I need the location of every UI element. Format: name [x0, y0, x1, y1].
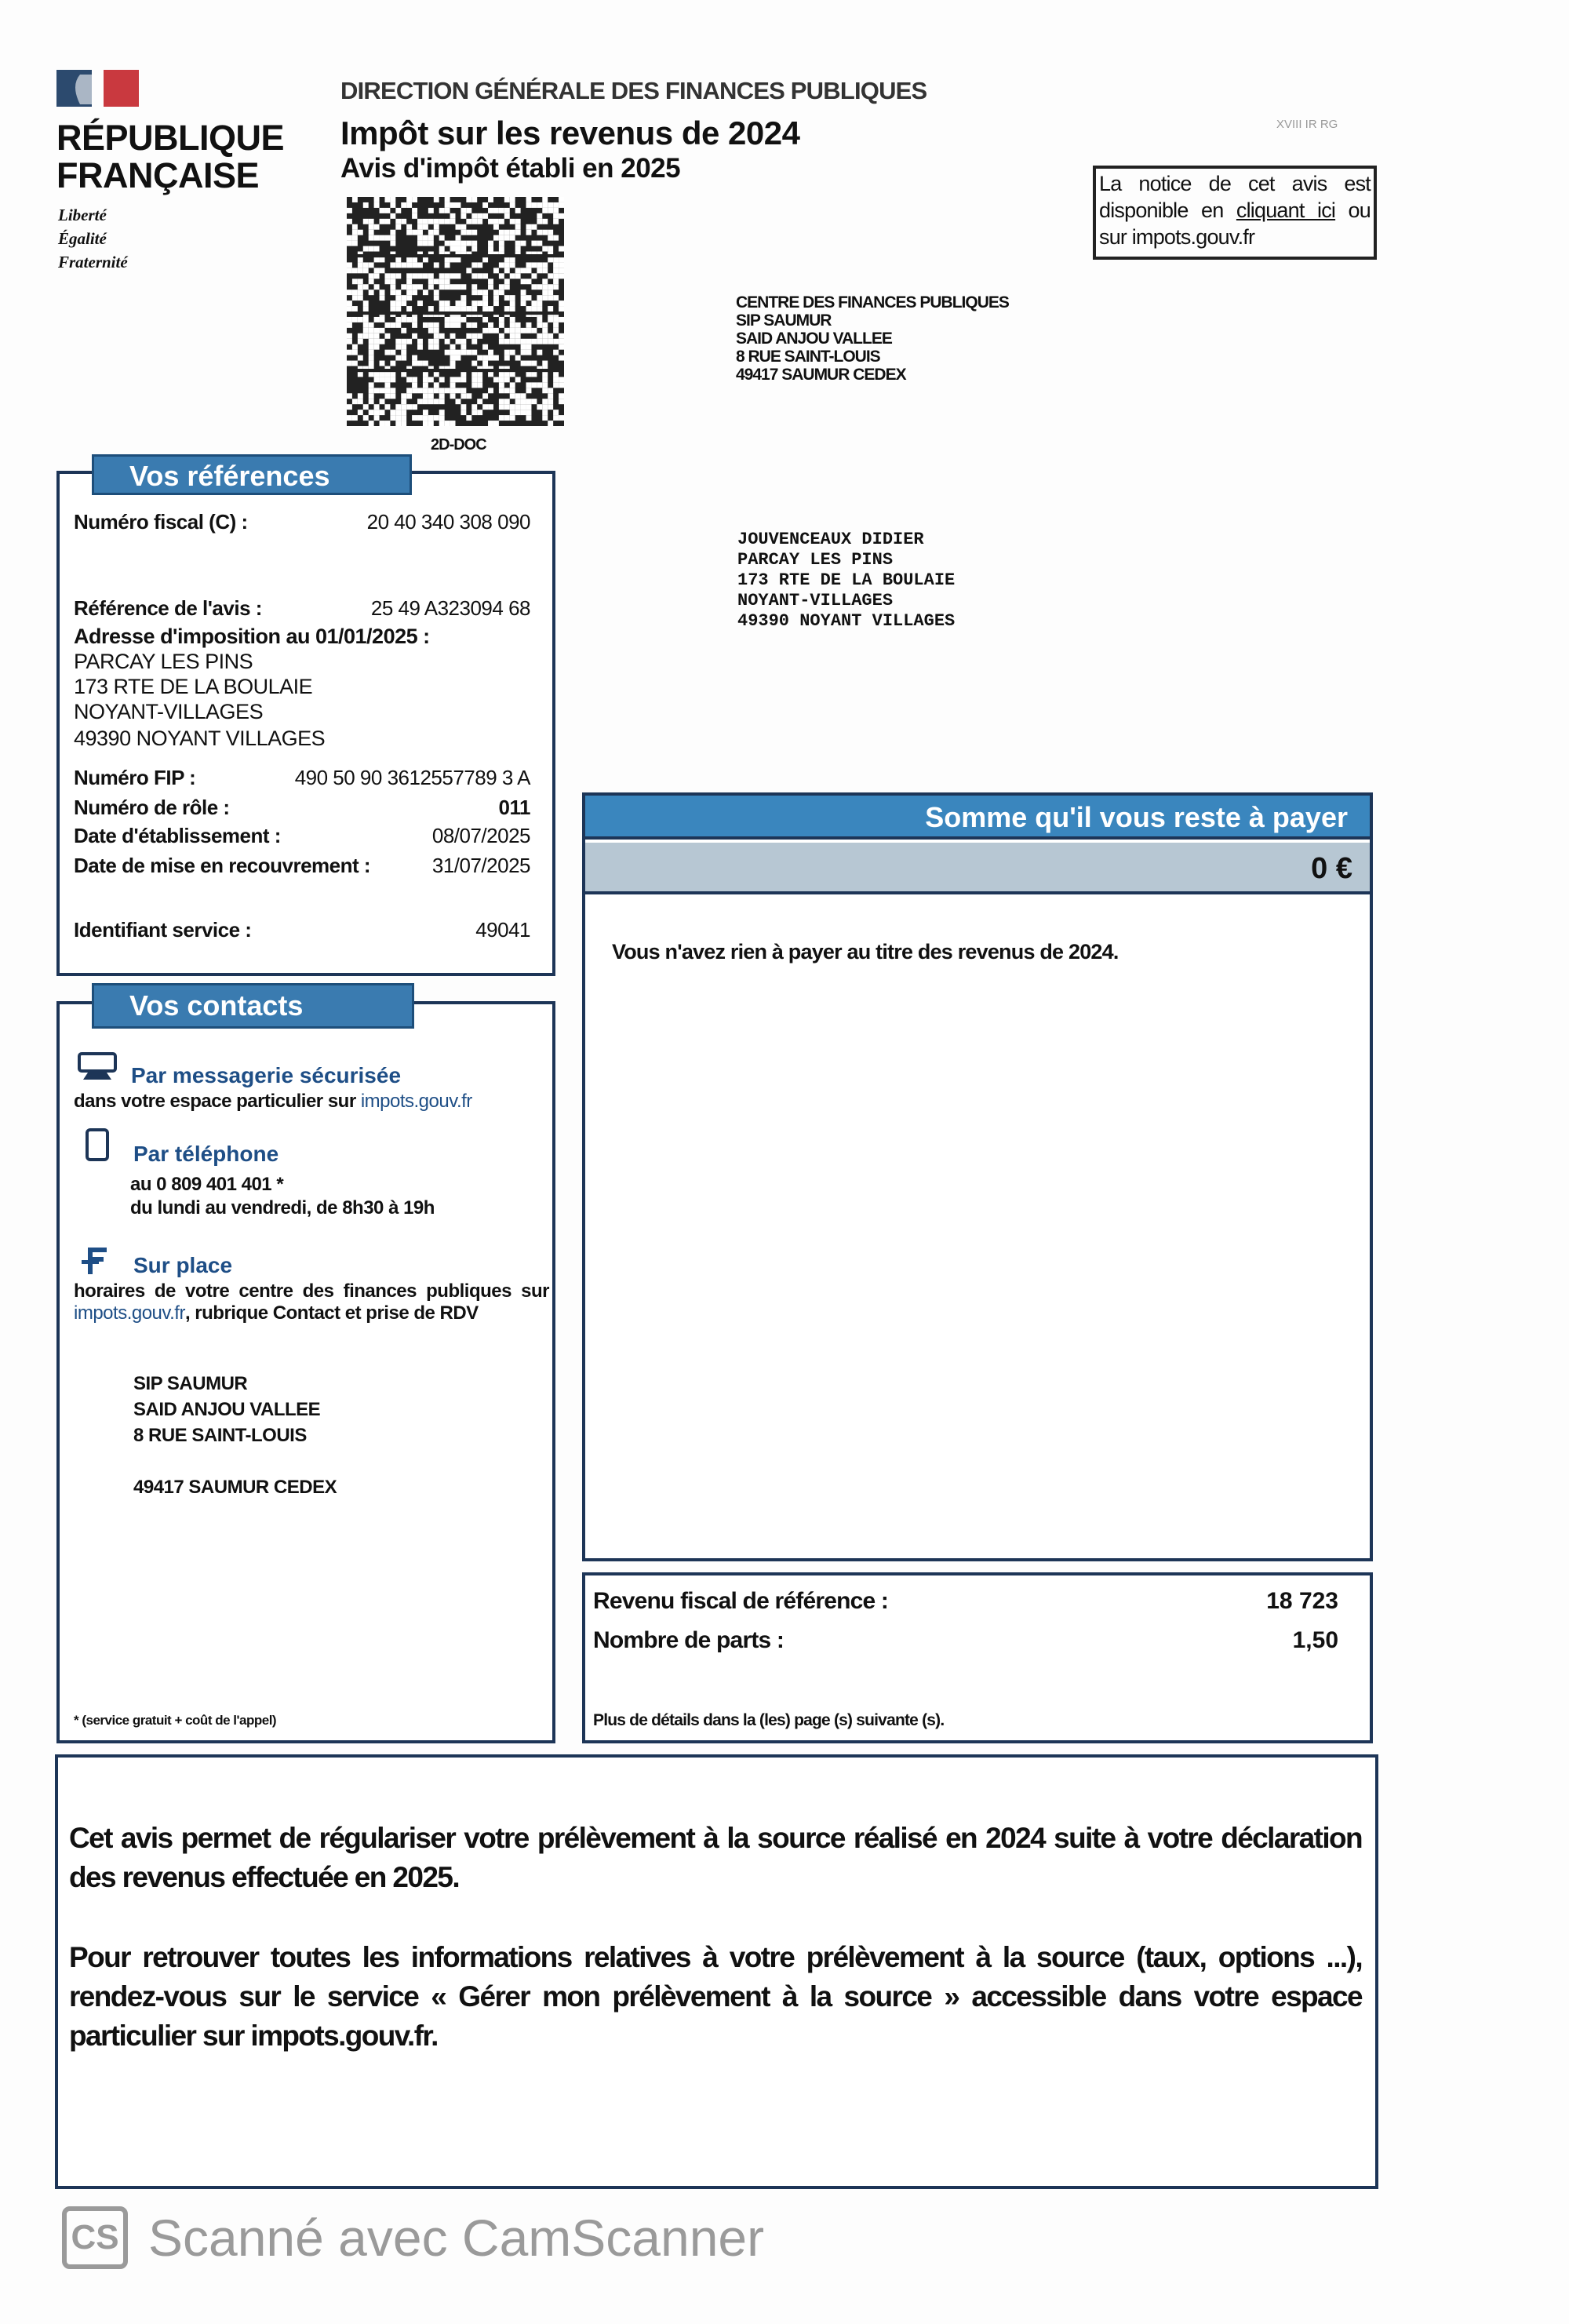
- francaise-label: FRANÇAISE: [56, 155, 260, 195]
- place-link[interactable]: impots.gouv.fr: [74, 1302, 185, 1324]
- place-text: horaires de votre centre des finances publiques sur: [74, 1280, 549, 1302]
- republique-label: RÉPUBLIQUE: [56, 118, 285, 158]
- motto-liberte: Liberté: [58, 206, 107, 224]
- payment-heading: Somme qu'il vous reste à payer: [585, 796, 1370, 840]
- rfr-label: Revenu fiscal de référence :: [593, 1588, 889, 1614]
- payment-box: [582, 792, 1373, 1561]
- document-code: XVIII IR RG: [1276, 118, 1338, 131]
- parts-label: Nombre de parts :: [593, 1627, 784, 1653]
- date-etablissement-value: 08/07/2025: [431, 824, 530, 847]
- identifiant-service-value: 49041: [475, 918, 530, 942]
- date-recouvrement-label: Date de mise en recouvrement :: [74, 854, 371, 877]
- motto-egalite: Égalité: [58, 229, 107, 248]
- messagerie-title: Par messagerie sécurisée: [131, 1063, 402, 1087]
- telephone-hours: du lundi au vendredi, de 8h30 à 19h: [130, 1197, 435, 1218]
- camscanner-logo: CS: [62, 2206, 128, 2269]
- recipient-line: 49390 NOYANT VILLAGES: [737, 611, 956, 631]
- contacts-heading: Vos contacts: [92, 983, 414, 1029]
- document-subtitle: Avis d'impôt établi en 2025: [340, 153, 681, 184]
- place-text-end: , rubrique Contact et prise de RDV: [184, 1302, 479, 1324]
- sender-line: SAID ANJOU VALLEE: [736, 330, 892, 348]
- identifiant-service-label: Identifiant service :: [74, 918, 252, 942]
- office-line: SAID ANJOU VALLEE: [133, 1399, 321, 1420]
- sender-line: 49417 SAUMUR CEDEX: [736, 366, 906, 384]
- telephone-title: Par téléphone: [133, 1142, 279, 1166]
- sender-line: 8 RUE SAINT-LOUIS: [736, 348, 880, 366]
- numero-fiscal-value: 20 40 340 308 090: [366, 510, 530, 534]
- notice-text-end: ou sur impots.gouv.fr: [1099, 199, 1371, 249]
- directorate: DIRECTION GÉNÉRALE DES FINANCES PUBLIQUES: [340, 77, 927, 104]
- date-etablissement-label: Date d'établissement :: [74, 824, 281, 847]
- notice-link[interactable]: cliquant ici: [1236, 199, 1336, 222]
- adresse-line: 49390 NOYANT VILLAGES: [74, 727, 326, 750]
- rfr-value: 18 723: [1266, 1588, 1338, 1614]
- recipient-line: PARCAY LES PINS: [737, 550, 894, 570]
- adresse-line: NOYANT-VILLAGES: [74, 700, 264, 723]
- telephone-number: au 0 809 401 401 *: [130, 1174, 284, 1195]
- motto-fraternite: Fraternité: [58, 253, 128, 271]
- computer-icon: [77, 1051, 118, 1083]
- reference-avis-label: Référence de l'avis :: [74, 596, 262, 620]
- payment-amount: 0 €: [585, 843, 1370, 894]
- phone-icon: [85, 1127, 110, 1162]
- dgfip-place-icon: [78, 1244, 110, 1276]
- messagerie-link[interactable]: impots.gouv.fr: [360, 1091, 472, 1112]
- info-paragraph-2: Pour retrouver toutes les informations relatives à votre prélèvement à la source (taux, options ...), rendez-vous sur le service « Gérer mon prélèvement à la source » accessible dans votre espace particulier sur impots.gouv.fr.: [69, 1941, 1362, 2052]
- details-note: Plus de détails dans la (les) page (s) suivante (s).: [593, 1711, 945, 1729]
- office-line: 49417 SAUMUR CEDEX: [133, 1477, 337, 1498]
- adresse-line: 173 RTE DE LA BOULAIE: [74, 675, 313, 698]
- messagerie-text: dans votre espace particulier sur: [74, 1091, 361, 1112]
- 2d-doc-barcode: [347, 197, 564, 426]
- recipient-line: JOUVENCEAUX DIDIER: [737, 530, 924, 549]
- sender-line: CENTRE DES FINANCES PUBLIQUES: [736, 293, 1009, 311]
- barcode-label: 2D-DOC: [431, 436, 486, 454]
- info-paragraph-1: Cet avis permet de régulariser votre prélèvement à la source réalisé en 2024 suite à votre déclaration des revenus effectuée en 2025.: [69, 1822, 1362, 1893]
- sender-line: SIP SAUMUR: [736, 311, 832, 330]
- camscanner-watermark: [62, 2206, 764, 2269]
- fip-value: 490 50 90 3612557789 3 A: [294, 766, 530, 789]
- adresse-line: PARCAY LES PINS: [74, 650, 253, 673]
- adresse-label: Adresse d'imposition au 01/01/2025 :: [74, 625, 430, 648]
- camscanner-text: Scanné avec CamScanner: [148, 2209, 765, 2267]
- marianne-logo: [56, 70, 145, 107]
- recipient-line: NOYANT-VILLAGES: [737, 591, 894, 610]
- role-value: 011: [498, 796, 530, 819]
- role-label: Numéro de rôle :: [74, 796, 230, 819]
- reference-avis-value: 25 49 A323094 68: [370, 596, 530, 620]
- place-title: Sur place: [133, 1253, 233, 1277]
- numero-fiscal-label: Numéro fiscal (C) :: [74, 510, 248, 534]
- notice-box: [1093, 166, 1377, 260]
- payment-message: Vous n'avez rien à payer au titre des revenus de 2024.: [612, 940, 1119, 963]
- date-recouvrement-value: 31/07/2025: [431, 854, 530, 877]
- document-title: Impôt sur les revenus de 2024: [340, 115, 800, 151]
- references-heading: Vos références: [92, 454, 412, 495]
- recipient-line: 173 RTE DE LA BOULAIE: [737, 570, 956, 590]
- sender-address: [736, 293, 1009, 384]
- parts-value: 1,50: [1292, 1627, 1338, 1653]
- office-line: SIP SAUMUR: [133, 1373, 248, 1394]
- fip-label: Numéro FIP :: [74, 766, 196, 789]
- notice-text: La notice de cet avis est disponible en: [1099, 172, 1371, 222]
- footnote: * (service gratuit + coût de l'appel): [74, 1713, 277, 1728]
- recipient-address: [737, 530, 955, 632]
- office-line: 8 RUE SAINT-LOUIS: [133, 1425, 307, 1446]
